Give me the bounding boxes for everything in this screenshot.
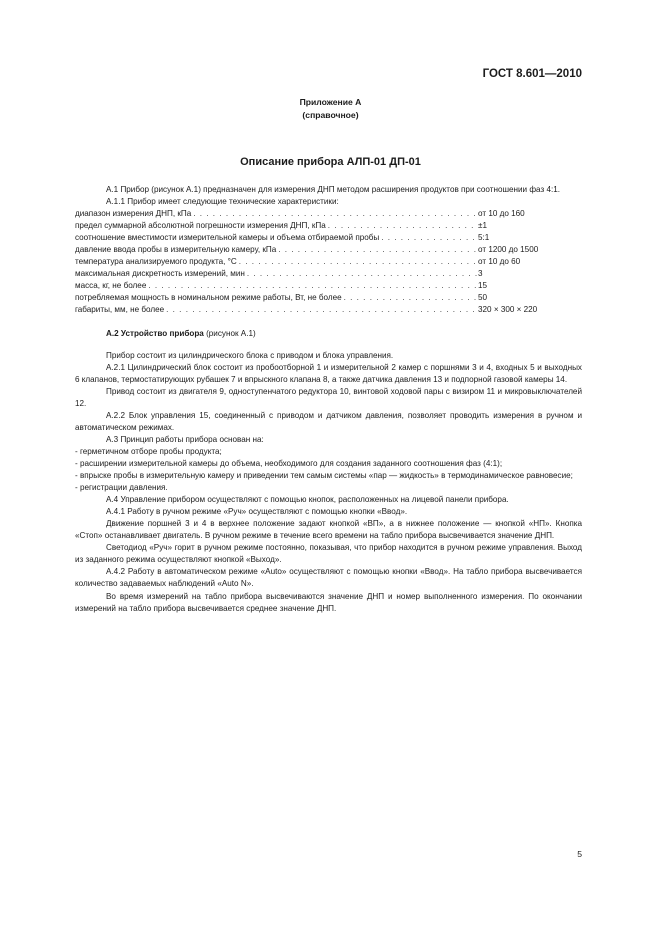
spec-row — [75, 292, 582, 304]
spec-label: масса, кг, не более — [75, 281, 147, 291]
spec-value: ±1 — [478, 221, 487, 231]
paragraph-a1: А.1 Прибор (рисунок А.1) предназначен для измерения ДНП методом расширения продуктов при соотношении фаз 4:1. — [106, 185, 560, 194]
spec-label: предел суммарной абсолютной погрешности измерения ДНП, кПа — [75, 221, 326, 231]
appendix-title: Приложение А — [299, 97, 362, 107]
appendix-header — [0, 96, 661, 122]
body-paragraph: А.3 Принцип работы прибора основан на: — [106, 434, 264, 444]
body-paragraph: А.2.2 Блок управления 15, соединенный с приводом и датчиком давления, позволяет проводить измерения в ручном и автоматическом режимах. — [75, 410, 582, 432]
spec-leader-dots — [164, 304, 478, 316]
spec-value: 3 — [478, 269, 483, 279]
spec-value: от 10 до 160 — [478, 209, 525, 219]
section-a2-note: (рисунок А.1) — [206, 328, 256, 338]
body-paragraph: Светодиод «Руч» горит в ручном режиме постоянно, показывая, что прибор находится в ручном режиме управления. Выход из заданного режима осуществляют кнопкой «Выход». — [75, 543, 582, 565]
spec-row — [75, 304, 582, 316]
body-paragraph: А.4.1 Работу в ручном режиме «Руч» осуществляют с помощью кнопки «Ввод». — [106, 507, 408, 517]
spec-leader-dots — [237, 256, 478, 268]
spec-label: соотношение вместимости измерительной камеры и объема отбираемой пробы — [75, 233, 380, 243]
spec-label: потребляемая мощность в номинальном режиме работы, Вт, не более — [75, 293, 342, 303]
spec-label: габариты, мм, не более — [75, 305, 165, 315]
body-paragraph: А.4 Управление прибором осуществляют с помощью кнопок, расположенных на лицевой панели прибора. — [106, 495, 509, 505]
spec-row — [75, 280, 582, 292]
spec-value: от 10 до 60 — [478, 257, 521, 267]
spec-label: давление ввода пробы в измерительную камеру, кПа — [75, 245, 277, 255]
section-a2-heading — [75, 328, 582, 340]
spec-label: максимальная дискретность измерений, мин — [75, 269, 245, 279]
appendix-note: (справочное) — [302, 110, 359, 120]
page-number: 5 — [577, 849, 582, 859]
spec-leader-dots — [146, 280, 478, 292]
spec-row — [75, 232, 582, 244]
standard-number: ГОСТ 8.601—2010 — [482, 68, 582, 80]
spec-value: 320 × 300 × 220 — [478, 305, 538, 315]
body-paragraph: - герметичном отборе пробы продукта; — [75, 446, 222, 456]
section-a2-title: А.2 Устройство прибора — [106, 328, 204, 338]
spec-label: температура анализируемого продукта, °С — [75, 257, 237, 267]
spec-label: диапазон измерения ДНП, кПа — [75, 209, 192, 219]
spec-row — [75, 208, 582, 220]
spec-value: 5:1 — [478, 233, 490, 243]
body-paragraph: А.4.2 Работу в автоматическом режиме «Auto» осуществляют с помощью кнопки «Ввод». На табло прибора высвечивается количество задаваемых наблюдений «Auto N». — [75, 567, 582, 589]
spec-value: от 1200 до 1500 — [478, 245, 539, 255]
spec-leader-dots — [379, 232, 478, 244]
body-paragraph: - впрыске пробы в измерительную камеру и приведении тем самым системы «пар — жидкость» в термодинамическое равновесие; — [75, 471, 573, 481]
body-paragraph: Во время измерений на табло прибора высвечиваются значение ДНП и номер выполненного измерения. По окончании измерений на табло прибора высвечивается среднее значение ДНП. — [75, 591, 582, 613]
document-title: Описание прибора АЛП-01 ДП-01 — [240, 156, 421, 168]
body-paragraph: А.2.1 Цилиндрический блок состоит из пробоотборной 1 и измерительной 2 камер с поршнями 3 и 4, входных 5 и выходных 6 клапанов, термостатирующих рубашек 7 и впрыскного клапана 8, а также датчика давления 13 и подпорной газовой камеры 14. — [75, 362, 582, 384]
body-paragraph: Движение поршней 3 и 4 в верхнее положение задают кнопкой «ВП», а в нижнее положение — кнопкой «НП». Кнопка «Стоп» останавливает двигатель. В ручном режиме в течение всего времени на табло прибора высвечивается значение ДНП. — [75, 519, 582, 541]
spec-leader-dots — [191, 208, 478, 220]
document-body — [75, 184, 582, 615]
spec-leader-dots — [245, 268, 478, 280]
body-paragraph: - регистрации давления. — [75, 483, 168, 493]
spec-leader-dots — [342, 292, 478, 304]
paragraph-list — [75, 350, 582, 615]
body-paragraph: Прибор состоит из цилиндрического блока с приводом и блока управления. — [106, 350, 394, 360]
spec-row — [75, 244, 582, 256]
spec-row — [75, 220, 582, 232]
spec-value: 50 — [478, 293, 488, 303]
spec-leader-dots — [326, 220, 478, 232]
spec-value: 15 — [478, 281, 488, 291]
body-paragraph: Привод состоит из двигателя 9, одноступенчатого редуктора 10, винтовой ходовой пары с визиром 11 и микровыключателей 12. — [75, 386, 582, 408]
spec-row — [75, 256, 582, 268]
spec-row — [75, 268, 582, 280]
spec-list — [75, 208, 582, 316]
body-paragraph: - расширении измерительной камеры до объема, необходимого для создания заданного соотношения фаз (4:1); — [75, 458, 503, 468]
spec-leader-dots — [276, 244, 478, 256]
paragraph-a1-1: А.1.1 Прибор имеет следующие технические характеристики: — [106, 197, 339, 207]
